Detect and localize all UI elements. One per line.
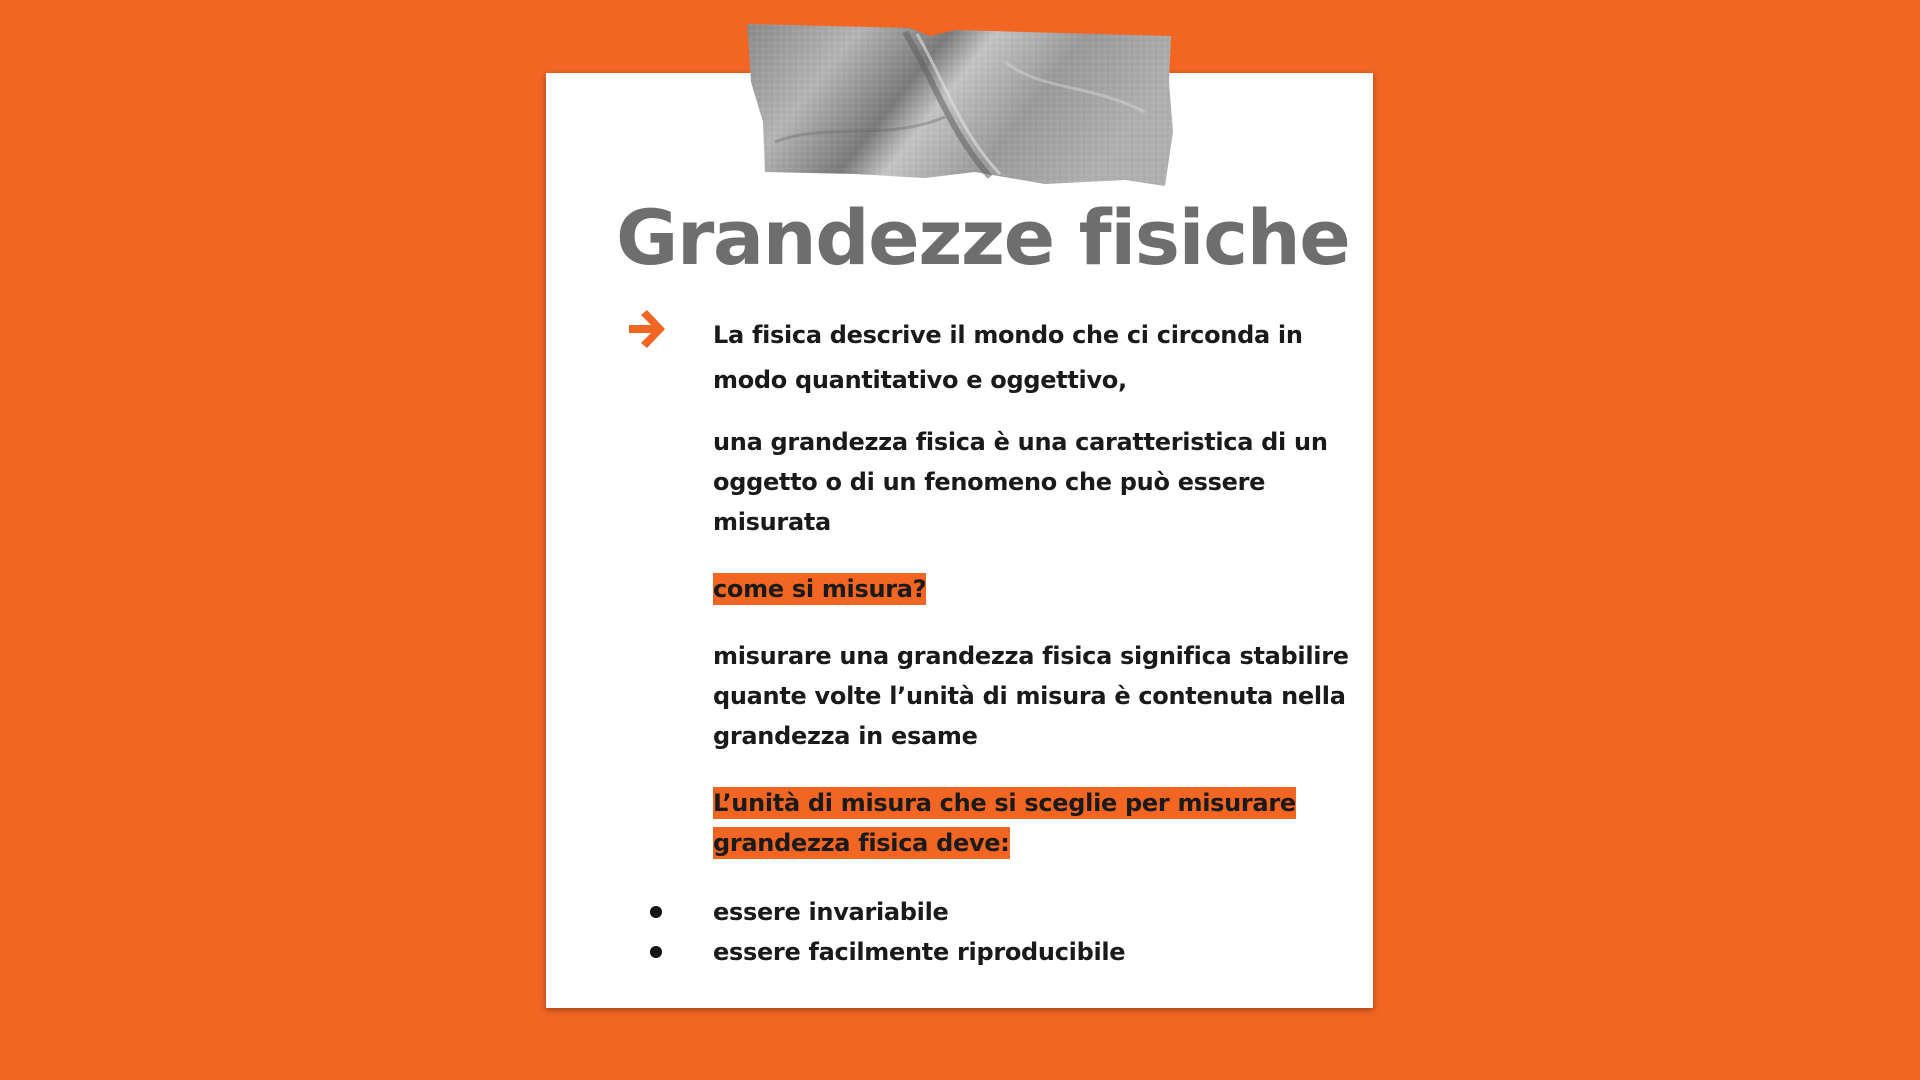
list-item-text: essere facilmente riproducibile xyxy=(713,938,1126,966)
list-item xyxy=(713,892,1353,932)
highlighted-unit-text: L’unità di misura che si sceglie per misurare grandezza fisica deve: xyxy=(713,789,1296,857)
bullet-icon xyxy=(650,946,662,958)
slide-body xyxy=(713,313,1353,972)
list-item xyxy=(713,932,1353,972)
paragraph-intro: La fisica descrive il mondo che ci circonda in modo quantitativo e oggettivo, xyxy=(713,321,1303,394)
duct-tape-image xyxy=(745,22,1173,187)
bullet-icon xyxy=(650,906,662,918)
highlighted-question: come si misura? xyxy=(713,575,927,603)
requirements-list xyxy=(713,892,1353,972)
slide-title: Grandezze fisiche xyxy=(616,193,1350,282)
right-arrow-icon xyxy=(627,310,667,348)
paragraph-definition: una grandezza fisica è una caratteristica di un oggetto o di un fenomeno che può essere misurata xyxy=(713,428,1328,536)
paragraph-measurement: misurare una grandezza fisica significa stabilire quante volte l’unità di misura è contenuta nella grandezza in esame xyxy=(713,642,1349,750)
paragraph-question xyxy=(713,569,1353,609)
paragraph-unit-requirements xyxy=(713,783,1353,863)
list-item-text: essere invariabile xyxy=(713,898,949,926)
